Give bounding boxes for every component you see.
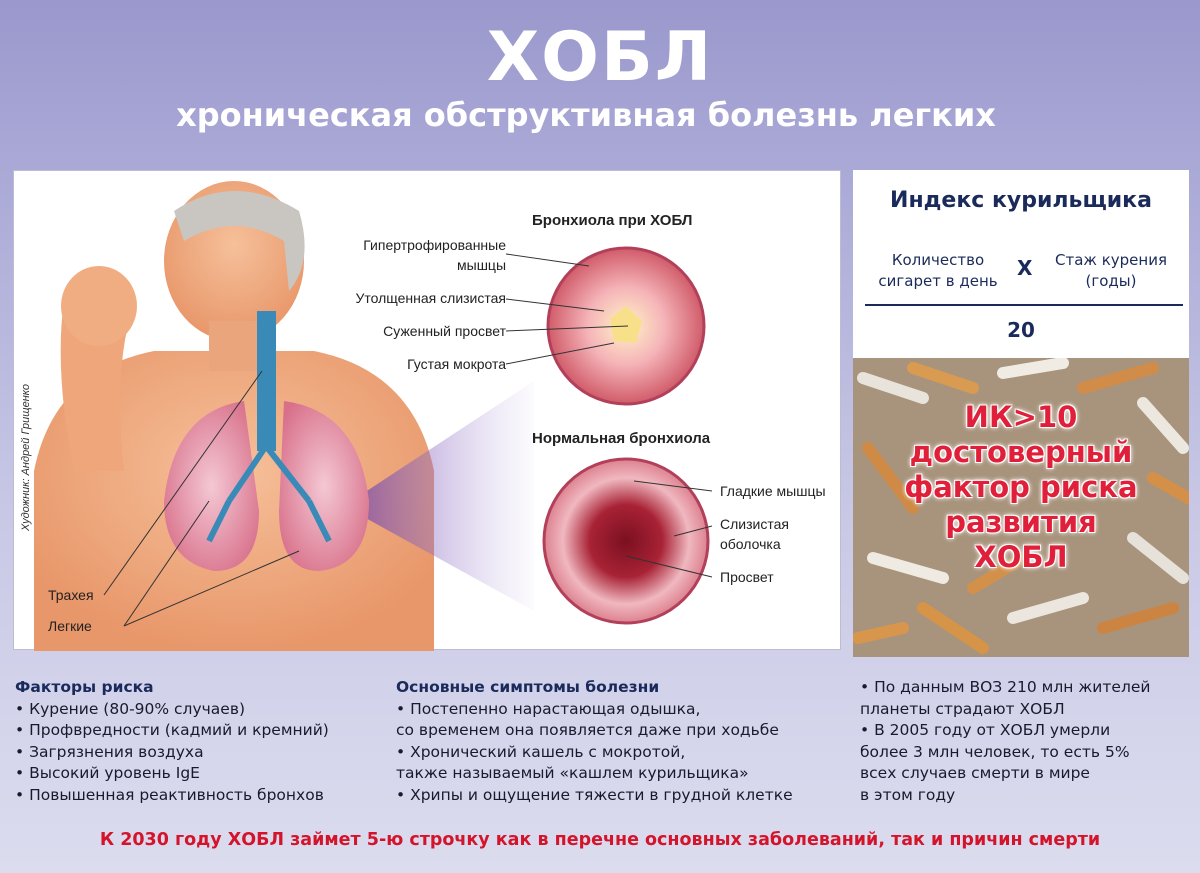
label-thick-sputum: Густая мокрота	[407, 356, 506, 372]
risk-factors-heading: Факторы риска	[15, 678, 154, 696]
risk-factor-item: • Профвредности (кадмий и кремний)	[15, 721, 329, 740]
symptom-item: • Хронический кашель с мокротой,	[396, 742, 686, 761]
factor-years-line1: Стаж курения	[1055, 251, 1167, 269]
trachea	[257, 311, 276, 451]
risk-statement	[853, 400, 1189, 575]
label-membrane: оболочка	[720, 536, 781, 552]
fact-item: в этом году	[860, 785, 956, 804]
label-thickened-mucosa: Утолщенная слизистая	[355, 290, 506, 306]
fact-item: более 3 млн человек, то есть 5%	[860, 742, 1130, 761]
page-title: ХОБЛ	[486, 18, 714, 97]
risk-factor-item: • Курение (80-90% случаев)	[15, 699, 246, 718]
risk-factors-column	[15, 677, 329, 807]
symptoms-column	[396, 677, 793, 807]
fact-item: планеты страдают ХОБЛ	[860, 699, 1065, 718]
factor-years-line2: (годы)	[1085, 272, 1137, 290]
symptoms-heading: Основные симптомы болезни	[396, 678, 660, 696]
symptom-item: • Хрипы и ощущение тяжести в грудной клетке	[396, 785, 793, 804]
risk-factor-item: • Загрязнения воздуха	[15, 742, 204, 761]
risk-line-1: ИК>10	[964, 400, 1078, 434]
label-smooth-muscles: Гладкие мышцы	[720, 483, 826, 499]
footer-statement: К 2030 году ХОБЛ займет 5-ю строчку как в перечне основных заболеваний, так и причин смерти	[99, 830, 1101, 850]
fist	[61, 266, 137, 346]
label-muscles: мышцы	[457, 257, 506, 273]
smoker-index-panel	[853, 170, 1189, 657]
label-hypertrophied: Гипертрофированные	[363, 237, 506, 253]
risk-line-5: ХОБЛ	[974, 540, 1068, 574]
risk-line-3: фактор риска	[904, 470, 1138, 504]
normal-bronchiole	[544, 459, 708, 623]
factor-years	[1041, 250, 1181, 292]
fact-item: всех случаев смерти в мире	[860, 764, 1090, 783]
cigarette-butts-image	[853, 358, 1189, 657]
fact-item: • В 2005 году от ХОБЛ умерли	[860, 721, 1111, 740]
factor-cigarettes	[863, 250, 1013, 292]
label-lungs: Легкие	[48, 618, 92, 634]
symptom-item: также называемый «кашлем курильщика»	[396, 764, 749, 783]
fraction-line	[865, 304, 1183, 306]
symptom-item: • Постепенно нарастающая одышка,	[396, 699, 701, 718]
artist-credit: Художник: Андрей Грищенко	[20, 383, 32, 531]
label-mucous: Слизистая	[720, 516, 789, 532]
normal-bronchiole-heading: Нормальная бронхиола	[532, 430, 711, 447]
fact-item: • По данным ВОЗ 210 млн жителей	[860, 678, 1151, 696]
divisor: 20	[1007, 318, 1035, 342]
label-narrowed-lumen: Суженный просвет	[383, 323, 506, 339]
factor-cigarettes-line1: Количество	[891, 251, 985, 269]
risk-factor-item: • Высокий уровень IgE	[15, 764, 200, 783]
page-subtitle: хроническая обструктивная болезнь легких	[176, 96, 996, 134]
facts-column	[860, 677, 1150, 807]
risk-line-4: развития	[945, 505, 1097, 539]
factor-cigarettes-line2: сигарет в день	[878, 272, 998, 290]
multiply-operator: X	[1017, 256, 1033, 280]
anatomy-illustration	[13, 170, 841, 650]
symptom-item: со временем она появляется даже при ходьбе	[396, 721, 779, 740]
label-trachea: Трахея	[48, 587, 94, 603]
risk-factor-item: • Повышенная реактивность бронхов	[15, 785, 324, 804]
smoker-index-title: Индекс курильщика	[890, 188, 1152, 213]
risk-line-2: достоверный	[909, 435, 1133, 469]
copd-bronchiole-heading: Бронхиола при ХОБЛ	[532, 212, 693, 229]
smoker-index-formula	[853, 170, 1189, 358]
label-lumen: Просвет	[720, 569, 774, 585]
